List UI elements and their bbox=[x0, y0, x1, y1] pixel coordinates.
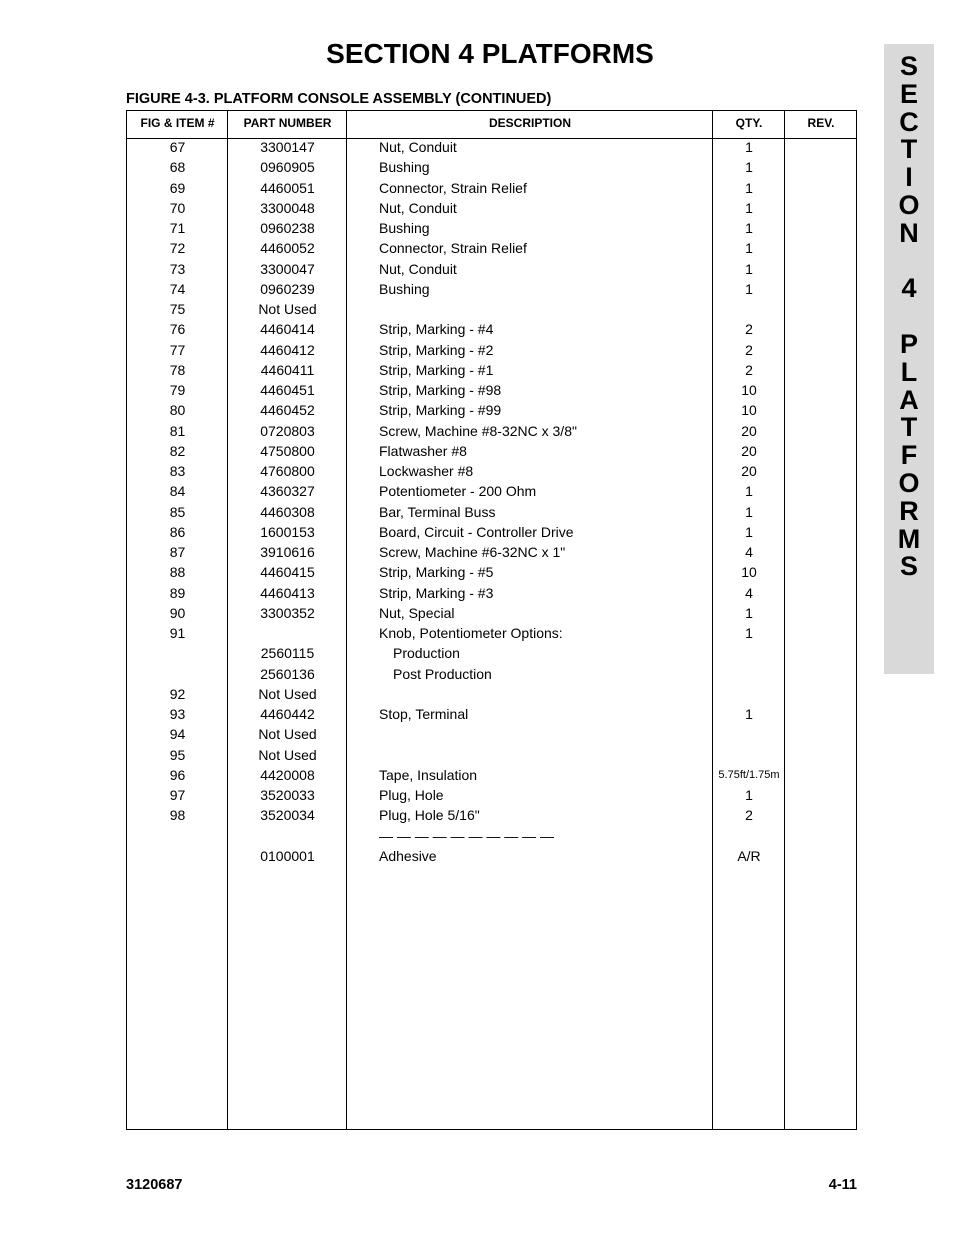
part-number-cell: 3300147 bbox=[260, 139, 315, 155]
qty-cell: 1 bbox=[745, 260, 753, 277]
table-row bbox=[127, 301, 856, 321]
side-tab-letter: P bbox=[899, 328, 918, 359]
fig-item-cell: 72 bbox=[169, 240, 186, 257]
part-number-cell: 4460414 bbox=[260, 321, 315, 338]
part-number-cell: 2560136 bbox=[260, 665, 315, 682]
fig-item-cell: 97 bbox=[169, 787, 186, 803]
qty-cell: 1 bbox=[745, 787, 753, 803]
part-number-cell: Not Used bbox=[258, 685, 317, 702]
part-number-cell: 1600153 bbox=[260, 523, 315, 540]
side-tab-letter bbox=[884, 303, 934, 331]
side-tab-letter: M bbox=[897, 523, 921, 554]
description-cell: Adhesive bbox=[379, 847, 437, 864]
side-tab-letters bbox=[884, 53, 934, 581]
part-number-cell: 4460411 bbox=[260, 361, 315, 378]
document-number: 3120687 bbox=[126, 1177, 183, 1193]
side-tab-letter: O bbox=[898, 467, 920, 498]
fig-item-cell: 81 bbox=[169, 422, 186, 439]
description-cell: Connector, Strain Relief bbox=[379, 179, 527, 196]
fig-item-cell: 91 bbox=[169, 625, 186, 641]
description-cell: Flatwasher #8 bbox=[379, 442, 467, 459]
table-row bbox=[127, 726, 856, 746]
table-row bbox=[127, 625, 856, 645]
description-cell: Strip, Marking - #5 bbox=[379, 564, 494, 581]
table-row bbox=[127, 807, 856, 827]
side-tab-letter: C bbox=[899, 106, 919, 137]
table-row bbox=[127, 504, 856, 524]
qty-cell: 2 bbox=[745, 321, 753, 338]
part-number-cell: 4760800 bbox=[260, 463, 315, 479]
description-cell: Bushing bbox=[379, 220, 430, 236]
description-cell: Nut, Conduit bbox=[379, 139, 457, 155]
fig-item-cell: 74 bbox=[169, 280, 186, 297]
qty-cell: 10 bbox=[741, 564, 757, 581]
part-number-cell: Not Used bbox=[258, 301, 317, 317]
table-row bbox=[127, 281, 856, 301]
description-cell: Screw, Machine #6-32NC x 1" bbox=[379, 544, 566, 560]
fig-item-cell: 76 bbox=[169, 321, 186, 338]
table-row bbox=[127, 139, 856, 159]
qty-cell: 1 bbox=[745, 179, 753, 196]
side-tab-letter: 4 bbox=[901, 273, 917, 304]
parts-table bbox=[126, 110, 857, 1130]
side-tab-letter: T bbox=[900, 134, 918, 165]
qty-cell: 20 bbox=[741, 442, 757, 459]
qty-cell: 2 bbox=[745, 361, 753, 378]
side-tab-letter: L bbox=[900, 356, 918, 387]
description-cell: Bushing bbox=[379, 159, 430, 176]
table-row bbox=[127, 686, 856, 706]
fig-item-cell: 94 bbox=[169, 726, 186, 743]
part-number-cell: 4420008 bbox=[260, 766, 315, 783]
description-cell: Connector, Strain Relief bbox=[379, 240, 527, 257]
part-number-cell: Not Used bbox=[258, 746, 317, 763]
fig-item-cell: 90 bbox=[169, 604, 186, 621]
fig-item-cell: 93 bbox=[169, 706, 186, 722]
header-description: DESCRIPTION bbox=[488, 116, 571, 130]
fig-item-cell: 77 bbox=[169, 341, 186, 358]
qty-cell: 20 bbox=[741, 422, 757, 439]
description-cell: Strip, Marking - #4 bbox=[379, 321, 494, 338]
qty-cell: 10 bbox=[741, 402, 757, 419]
figure-title: FIGURE 4-3. PLATFORM CONSOLE ASSEMBLY (CONTINUED) bbox=[126, 91, 552, 107]
table-row bbox=[127, 362, 856, 382]
header-rev: REV. bbox=[807, 116, 835, 130]
table-row bbox=[127, 524, 856, 544]
part-number-cell: 3300047 bbox=[260, 260, 315, 277]
part-number-cell: 2560115 bbox=[260, 645, 315, 662]
table-row bbox=[127, 200, 856, 220]
fig-item-cell: 71 bbox=[169, 220, 186, 236]
part-number-cell: Not Used bbox=[258, 726, 317, 743]
table-row bbox=[127, 605, 856, 625]
fig-item-cell: 83 bbox=[169, 463, 186, 479]
table-row bbox=[127, 342, 856, 362]
qty-cell: 1 bbox=[745, 503, 753, 520]
fig-item-cell: 67 bbox=[169, 139, 186, 155]
description-cell: Strip, Marking - #98 bbox=[379, 382, 502, 398]
header-part-number: PART NUMBER bbox=[243, 116, 332, 130]
qty-cell: 1 bbox=[745, 604, 753, 621]
fig-item-cell: 89 bbox=[169, 584, 186, 601]
description-cell: Nut, Conduit bbox=[379, 260, 457, 277]
side-tab-letter: T bbox=[900, 412, 918, 443]
part-number-cell: 4750800 bbox=[260, 442, 315, 459]
side-tab-letter: O bbox=[898, 189, 920, 220]
side-tab-letter: N bbox=[899, 217, 919, 248]
table-row bbox=[127, 767, 856, 787]
part-number-cell: 3520033 bbox=[260, 787, 315, 803]
qty-cell: 1 bbox=[745, 139, 753, 155]
fig-item-cell: 73 bbox=[169, 260, 186, 277]
side-tab-letter bbox=[884, 248, 934, 276]
description-cell: Nut, Conduit bbox=[379, 199, 457, 216]
description-cell: Bushing bbox=[379, 280, 430, 297]
qty-cell: A/R bbox=[737, 847, 761, 864]
table-row bbox=[127, 706, 856, 726]
header-item: FIG & ITEM # bbox=[140, 116, 215, 130]
table-row bbox=[127, 240, 856, 260]
description-cell: Production bbox=[393, 645, 460, 662]
table-row bbox=[127, 747, 856, 767]
qty-cell: 1 bbox=[745, 159, 753, 176]
side-tab-letter: R bbox=[899, 495, 919, 526]
part-number-cell: 4460308 bbox=[260, 503, 315, 520]
section-title: SECTION 4 PLATFORMS bbox=[326, 38, 654, 69]
qty-cell: 1 bbox=[745, 199, 753, 216]
fig-item-cell: 85 bbox=[169, 503, 186, 520]
part-number-cell: 4460442 bbox=[260, 706, 315, 722]
fig-item-cell: 86 bbox=[169, 523, 186, 540]
part-number-cell: 0100001 bbox=[260, 847, 315, 864]
part-number-cell: 0960905 bbox=[260, 159, 315, 176]
fig-item-cell: 75 bbox=[169, 301, 186, 317]
description-cell: Nut, Special bbox=[379, 604, 455, 621]
part-number-cell: 4460451 bbox=[260, 382, 315, 398]
part-number-cell: 4460412 bbox=[260, 341, 315, 358]
description-cell: Knob, Potentiometer Options: bbox=[379, 625, 563, 641]
section-side-tab bbox=[884, 44, 934, 674]
fig-item-cell: 88 bbox=[169, 564, 186, 581]
fig-item-cell: 68 bbox=[169, 159, 186, 176]
part-number-cell: 4460415 bbox=[260, 564, 315, 581]
table-row bbox=[127, 382, 856, 402]
table-row bbox=[127, 787, 856, 807]
table-row bbox=[127, 544, 856, 564]
part-number-cell: 3520034 bbox=[260, 807, 315, 824]
qty-cell: 2 bbox=[745, 807, 753, 824]
fig-item-cell: 84 bbox=[169, 483, 186, 500]
part-number-cell: 4460452 bbox=[260, 402, 315, 419]
fig-item-cell: 70 bbox=[169, 199, 186, 216]
description-cell: Strip, Marking - #99 bbox=[379, 402, 502, 419]
part-number-cell: 3910616 bbox=[260, 544, 315, 560]
description-cell: Strip, Marking - #3 bbox=[379, 584, 494, 601]
table-row bbox=[127, 666, 856, 686]
part-number-cell: 4460051 bbox=[260, 179, 315, 196]
table-row bbox=[127, 463, 856, 483]
part-number-cell: 0720803 bbox=[260, 422, 315, 439]
table-row bbox=[127, 220, 856, 240]
qty-cell: 1 bbox=[745, 280, 753, 297]
description-cell: Screw, Machine #8-32NC x 3/8" bbox=[379, 422, 577, 439]
table-row bbox=[127, 159, 856, 179]
fig-item-cell: 82 bbox=[169, 442, 186, 459]
description-cell: Stop, Terminal bbox=[379, 706, 469, 722]
description-cell: Tape, Insulation bbox=[379, 766, 478, 783]
part-number-cell: 0960239 bbox=[260, 280, 315, 297]
header-qty: QTY. bbox=[735, 116, 763, 130]
description-cell: Plug, Hole 5/16" bbox=[379, 807, 480, 824]
description-cell: Potentiometer - 200 Ohm bbox=[379, 483, 537, 500]
description-cell: Strip, Marking - #1 bbox=[379, 361, 494, 378]
description-cell: Bar, Terminal Buss bbox=[379, 503, 496, 520]
table-row bbox=[127, 564, 856, 584]
table-row bbox=[127, 402, 856, 422]
qty-cell: 10 bbox=[741, 382, 757, 398]
qty-cell: 1 bbox=[745, 220, 753, 236]
side-tab-letter: I bbox=[905, 162, 913, 193]
qty-cell: 1 bbox=[745, 625, 753, 641]
description-cell: Board, Circuit - Controller Drive bbox=[379, 523, 574, 540]
fig-item-cell: 79 bbox=[169, 382, 186, 398]
table-row bbox=[127, 483, 856, 503]
part-number-cell: 3300048 bbox=[260, 199, 315, 216]
part-number-cell: 3300352 bbox=[260, 604, 315, 621]
description-cell: Lockwasher #8 bbox=[379, 463, 474, 479]
qty-cell: 2 bbox=[745, 341, 753, 358]
description-cell: — — — — — — — — — — bbox=[379, 827, 555, 844]
description-cell: Plug, Hole bbox=[379, 787, 444, 803]
table-row bbox=[127, 180, 856, 200]
qty-cell: 4 bbox=[745, 544, 753, 560]
qty-cell: 20 bbox=[741, 463, 757, 479]
table-row bbox=[127, 585, 856, 605]
side-tab-letter: S bbox=[899, 51, 918, 81]
fig-item-cell: 95 bbox=[169, 746, 186, 763]
side-tab-letter: S bbox=[899, 551, 918, 582]
part-number-cell: 0960238 bbox=[260, 220, 315, 236]
page-number: 4-11 bbox=[828, 1177, 857, 1193]
fig-item-cell: 69 bbox=[169, 179, 186, 196]
description-cell: Strip, Marking - #2 bbox=[379, 341, 494, 358]
description-cell: Post Production bbox=[393, 665, 492, 682]
qty-cell: 1 bbox=[745, 483, 753, 500]
side-tab-letter: E bbox=[899, 78, 918, 109]
side-tab-letter: F bbox=[900, 440, 918, 471]
qty-cell: 5.75ft/1.75m bbox=[718, 768, 780, 781]
qty-cell: 1 bbox=[745, 706, 753, 722]
table-row bbox=[127, 443, 856, 463]
fig-item-cell: 80 bbox=[169, 402, 186, 419]
table-row bbox=[127, 848, 856, 868]
fig-item-cell: 87 bbox=[169, 544, 186, 560]
table-row bbox=[127, 828, 856, 848]
table-row bbox=[127, 645, 856, 665]
part-number-cell: 4460052 bbox=[260, 240, 315, 257]
table-row bbox=[127, 321, 856, 341]
qty-cell: 1 bbox=[745, 240, 753, 257]
qty-cell: 1 bbox=[745, 523, 753, 540]
fig-item-cell: 92 bbox=[169, 685, 186, 702]
fig-item-cell: 78 bbox=[169, 361, 186, 378]
fig-item-cell: 96 bbox=[169, 766, 186, 783]
table-row bbox=[127, 261, 856, 281]
qty-cell: 4 bbox=[745, 584, 753, 601]
part-number-cell: 4360327 bbox=[260, 483, 315, 500]
side-tab-letter: A bbox=[899, 384, 919, 415]
fig-item-cell: 98 bbox=[169, 807, 186, 824]
table-row bbox=[127, 423, 856, 443]
part-number-cell: 4460413 bbox=[260, 584, 315, 601]
